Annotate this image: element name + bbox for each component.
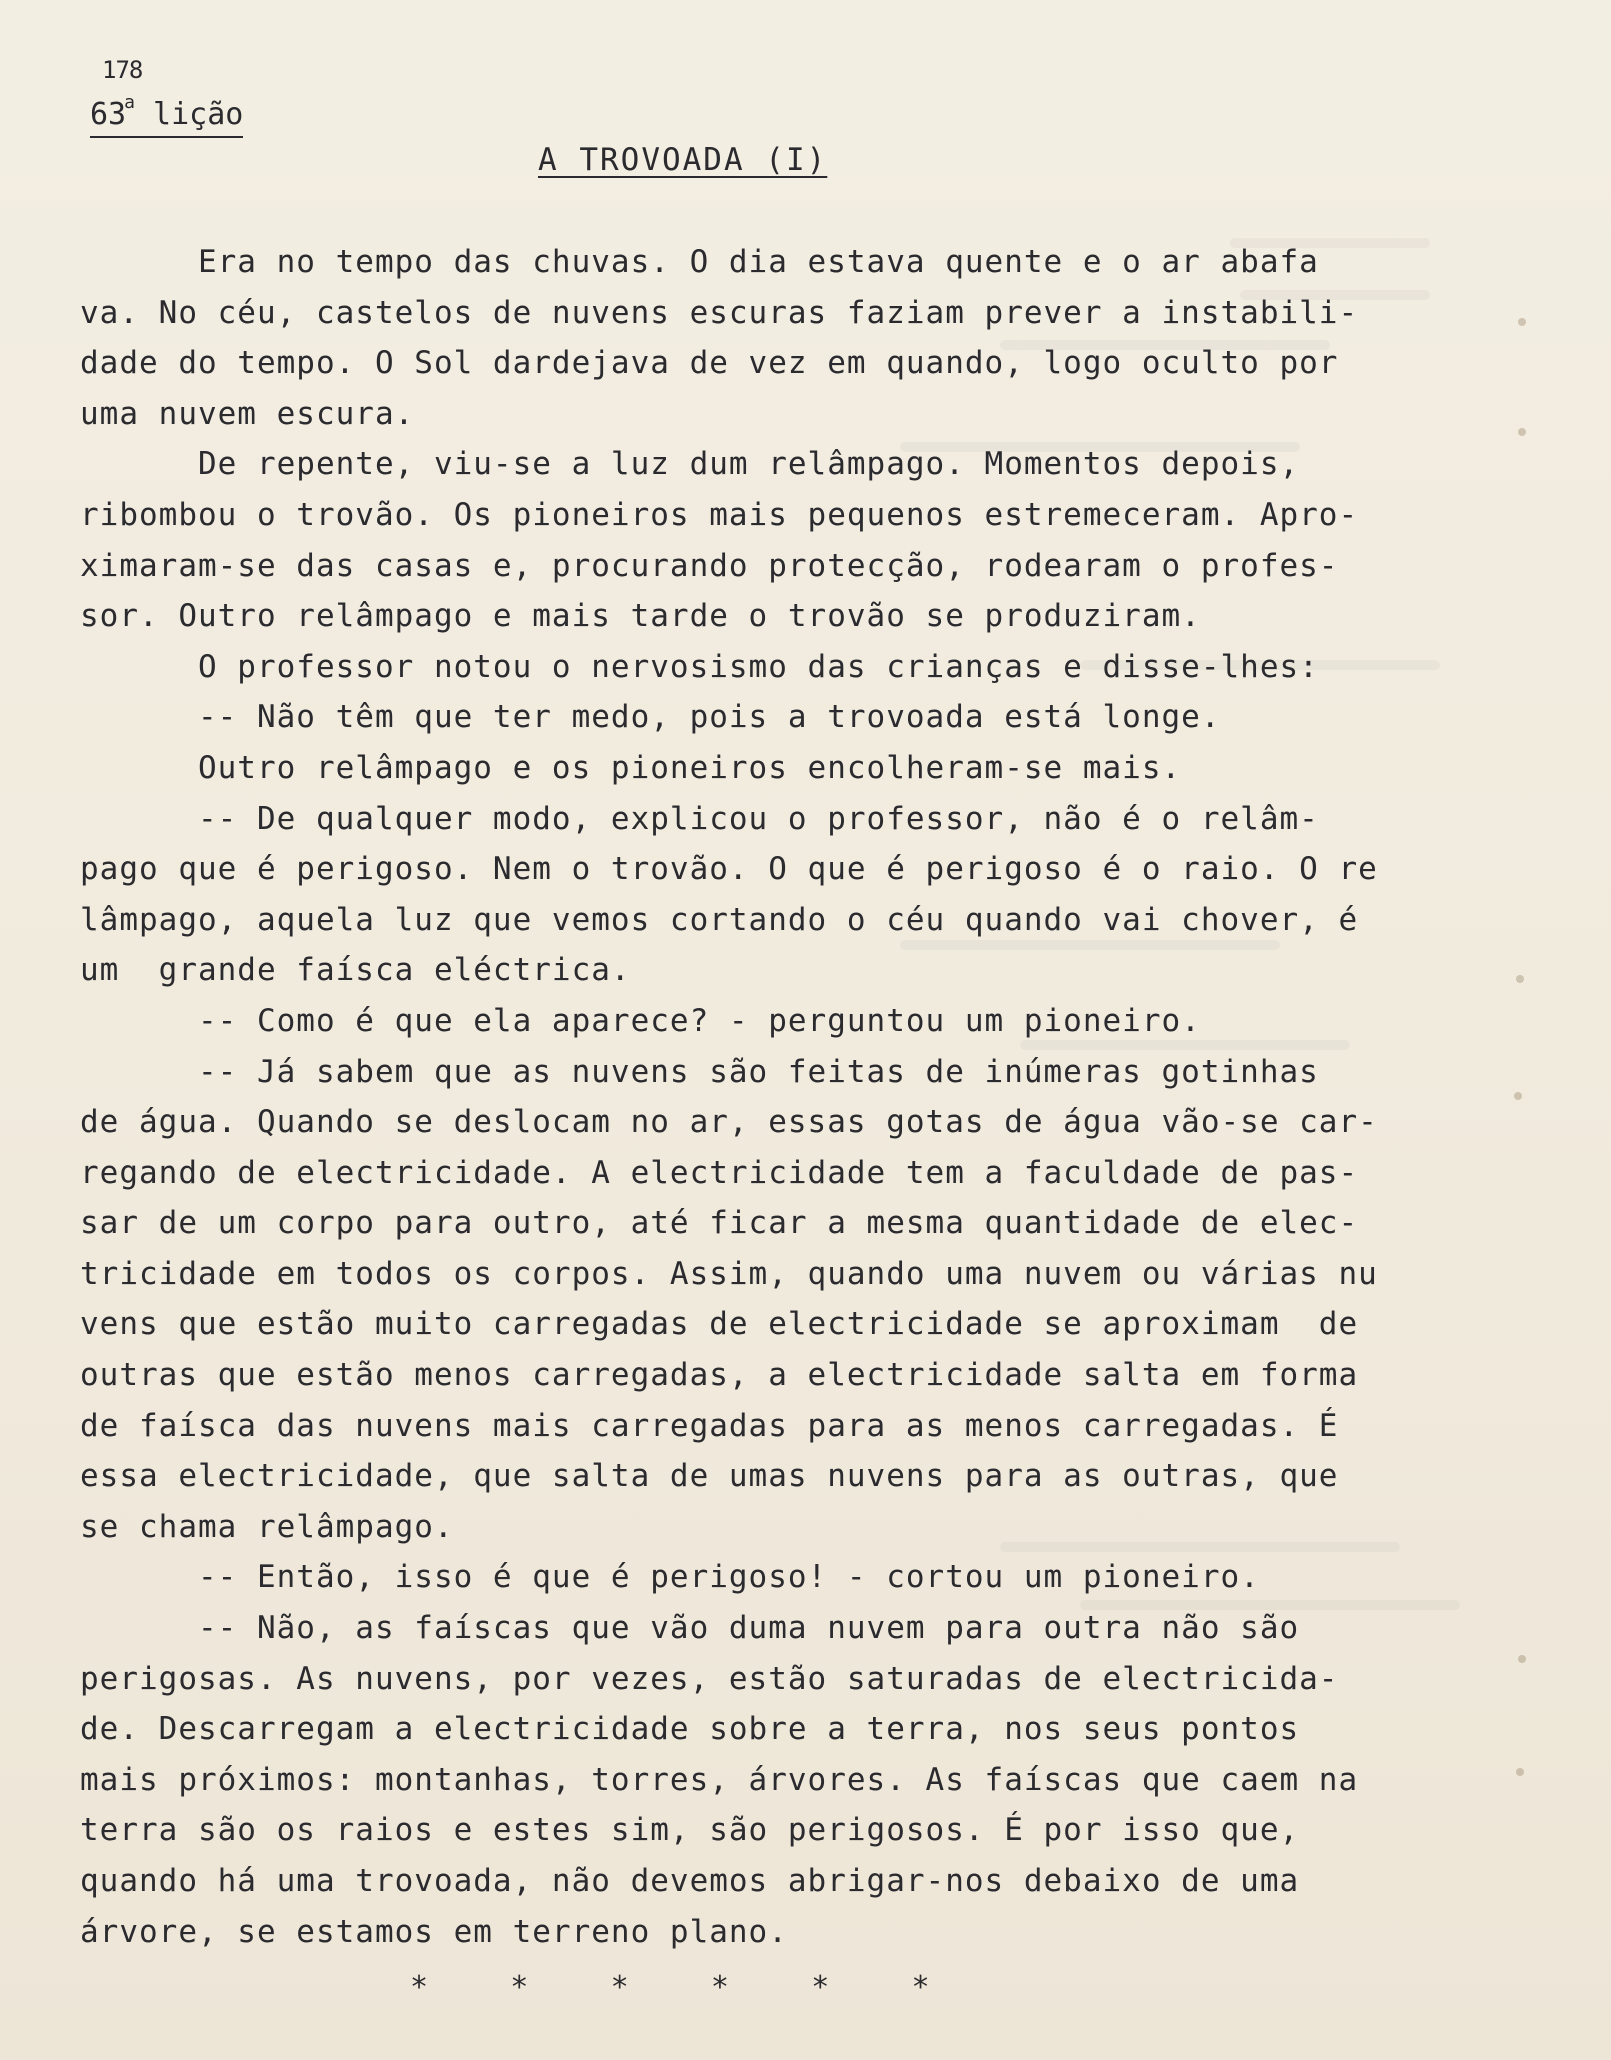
- text-line: essa electricidade, que salta de umas nuvens para as outras, que: [80, 1458, 1339, 1495]
- text-line: outras que estão menos carregadas, a electricidade salta em forma: [80, 1357, 1359, 1394]
- section-separator-asterisks: * * * * * *: [410, 1970, 932, 2005]
- text-line: mais próximos: montanhas, torres, árvores. As faíscas que caem na: [80, 1761, 1359, 1798]
- lesson-heading: [90, 92, 243, 138]
- text-line: Outro relâmpago e os pioneiros encolheram-se mais.: [80, 749, 1182, 786]
- text-line: quando há uma trovoada, não devemos abrigar-nos debaixo de uma: [80, 1863, 1300, 1899]
- text-line: ribombou o trovão. Os pioneiros mais pequenos estremeceram. Apro-: [80, 496, 1359, 533]
- text-line: de faísca das nuvens mais carregadas para as menos carregadas. É: [80, 1407, 1339, 1444]
- text-line: regando de electricidade. A electricidade tem a faculdade de pas-: [80, 1154, 1359, 1191]
- text-line: ximaram-se das casas e, procurando protecção, rodearam o profes-: [80, 547, 1339, 584]
- text-line: pago que é perigoso. Nem o trovão. O que é perigoso é o raio. O re: [80, 851, 1378, 888]
- text-line: -- Então, isso é que é perigoso! - cortou um pioneiro.: [80, 1559, 1260, 1596]
- lesson-word: lição: [153, 97, 244, 132]
- paper-mark: [1518, 1655, 1526, 1663]
- text-line: tricidade em todos os corpos. Assim, quando uma nuvem ou várias nu: [80, 1255, 1378, 1292]
- text-line: vens que estão muito carregadas de electricidade se aproximam de: [80, 1306, 1359, 1343]
- text-line: -- Já sabem que as nuvens são feitas de inúmeras gotinhas: [80, 1053, 1319, 1090]
- lesson-title: A TROVOADA (I): [538, 142, 828, 178]
- text-line: perigosas. As nuvens, por vezes, estão saturadas de electricida-: [80, 1660, 1339, 1697]
- text-line: uma nuvem escura.: [80, 395, 415, 432]
- text-line: -- Como é que ela aparece? - perguntou um pioneiro.: [80, 1002, 1201, 1039]
- lesson-body-text: [80, 237, 1380, 1957]
- text-line: -- Não, as faíscas que vão duma nuvem para outra não são: [80, 1610, 1300, 1647]
- paper-mark: [1516, 1768, 1524, 1776]
- text-line: De repente, viu-se a luz dum relâmpago. Momentos depois,: [80, 446, 1300, 483]
- paper-mark: [1518, 318, 1526, 326]
- lesson-number: 63: [90, 97, 127, 132]
- text-line: sar de um corpo para outro, até ficar a mesma quantidade de elec-: [80, 1205, 1359, 1242]
- text-line: árvore, se estamos em terreno plano.: [80, 1913, 788, 1950]
- text-line: sor. Outro relâmpago e mais tarde o trovão se produziram.: [80, 598, 1201, 635]
- text-line: va. No céu, castelos de nuvens escuras faziam prever a instabili-: [80, 294, 1359, 331]
- text-line: de. Descarregam a electricidade sobre a terra, nos seus pontos: [80, 1711, 1300, 1748]
- page-number: 178: [102, 56, 143, 84]
- paper-mark: [1518, 428, 1526, 436]
- text-line: Era no tempo das chuvas. O dia estava quente e o ar abafa: [80, 244, 1319, 280]
- text-line: -- De qualquer modo, explicou o professor, não é o relâm-: [80, 800, 1319, 837]
- text-line: O professor notou o nervosismo das crianças e disse-lhes:: [80, 648, 1319, 685]
- text-line: se chama relâmpago.: [80, 1508, 454, 1545]
- text-line: um grande faísca eléctrica.: [80, 952, 631, 989]
- text-line: dade do tempo. O Sol dardejava de vez em quando, logo oculto por: [80, 345, 1339, 382]
- paper-mark: [1516, 975, 1524, 983]
- text-line: de água. Quando se deslocam no ar, essas gotas de água vão-se car-: [80, 1104, 1378, 1141]
- text-line: terra são os raios e estes sim, são perigosos. É por isso que,: [80, 1812, 1300, 1849]
- text-line: -- Não têm que ter medo, pois a trovoada está longe.: [80, 699, 1221, 736]
- lesson-ordinal-suffix: a: [124, 92, 135, 113]
- paper-mark: [1514, 1092, 1522, 1100]
- text-line: lâmpago, aquela luz que vemos cortando o céu quando vai chover, é: [80, 901, 1359, 938]
